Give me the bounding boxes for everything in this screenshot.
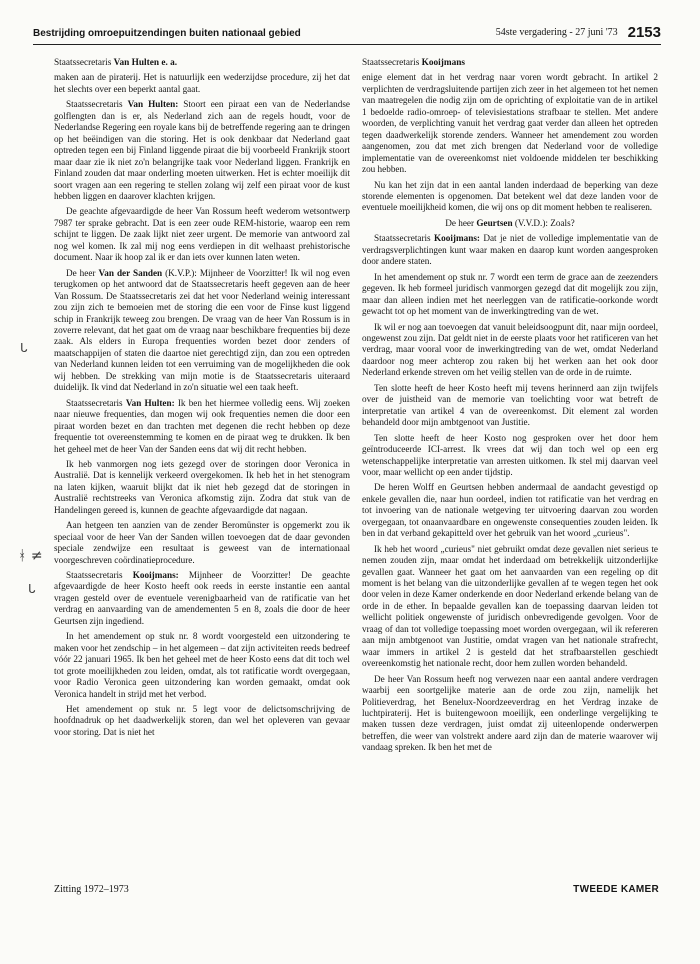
paragraph: enige element dat in het verdrag naar voren wordt gebracht. In artikel 2 verplichten de verdragsluitende partijen zich zeer in het algemeen tot het nemen van maatregelen die nodig zijn om de oprichting of exploitatie van de in artikel 1 bedoelde radio-omroep- of televisiestations strafbaar te stellen. Met andere woorden, de verplichting vanuit het verdrag gaat verder dan alleen het optreden tegen daadwerkelijk storende zenders. Wanneer het amendement zou worden aangenomen, zou dat met zich brengen dat Nederland voor de volledige implementatie van de overeenkomst niet voldoende middelen ter beschikking zou hebben.	[362, 72, 658, 175]
running-head-name: Kooijmans	[421, 58, 466, 68]
footer-session: Zitting 1972–1973	[54, 884, 129, 895]
running-head-name: Van Hulten e. a.	[113, 58, 178, 68]
running-head: Staatssecretaris Kooijmans	[362, 58, 466, 68]
speaker-name: Van Hulten:	[127, 99, 179, 110]
paragraph: maken aan de piraterij. Het is natuurlijk een wederzijdse procedure, zij het dat het slechts over een beperkt aantal gaat.	[54, 72, 350, 94]
running-head: Staatssecretaris Van Hulten e. a.	[54, 58, 178, 68]
paragraph: In het amendement op stuk nr. 7 wordt een term de grace aan de zeezenders gegeven. Ik heb formeel juridisch vanmorgen gezegd dat dit mogelijk zou zijn, maar dan alleen indien met het neerleggen van de ratificatie-oorkonde wordt gewacht tot op het moment van de inwerkingtreding van de wet.	[362, 271, 658, 317]
page-number: 2153	[627, 24, 661, 41]
paragraph: De geachte afgevaardigde de heer Van Rossum heeft wederom wetsontwerp 7987 ter sprake gebracht. Dat is een zeer oude REM-historie, waarop een rem schijnt te liggen. De zaak lijkt niet zeer urgent. De memorie van antwoord zal nog wel komen. Ik zal mij nog eens verdiepen in dit welhaast prehistorische document. Naar ik hoop zal ik er dan iets over kunnen laten weten.	[54, 206, 350, 263]
paragraph: De heer Van der Sanden (K.V.P.): Mijnheer de Voorzitter! Ik wil nog even terugkomen op het antwoord dat de Staatssecretaris heeft gegeven aan de heer Van Rossum. De Staatssecretaris zei dat het voor Nederland weinig interessant zou zijn zich te bemoeien met de storing die een voor de Finse kust liggend schip in Frankrijk teweeg zou brengen. De vraag van de heer Van Rossum is in zoverre relevant, dat het gaat om de vraag naar beschikbare frequenties bij deze zaak. Als elders in Europa frequenties worden bezet door zenders of maatschappijen of staten die daartoe niet gerechtigd zijn, dan zou een optreden van Nederland kunnen leiden tot een verruiming van de mogelijkheden die ook wij hebben. De strekking van mijn motie is de Staatssecretaris uiteraard duidelijk. Ik vind dat Nederland in zo'n situatie wel een taak heeft.	[54, 267, 350, 393]
paragraph: Staatssecretaris Van Hulten: Stoort een piraat een van de Nederlandse golflengten dan is er, als Nederland zich aan de regels houdt, voor de Nederlandse Regering een royale kans bij de betreffende regering aan te dringen op het beëindigen van die storing. Het is ook denkbaar dat Nederland gaat optreden tegen een bij Finland liggende piraat die bij voorbeeld Frankrijk stoort maar daar zie ik niet zo'n belangrijke taak voor Nederland liggen. Frankrijk en Finland zouden dat maar onderling moeten uitwerken. Het is echter moeilijk dit soort vragen aan een regering te stellen zolang wij zelf een piraat voor de kust hebben liggen en daarover klachten krijgen.	[54, 99, 350, 201]
paragraph: Ten slotte heeft de heer Kosto nog gesproken over het door hem geïntroduceerde ICI-arrest. Ik vrees dat wij dan toch wel op een erg wetenschappelijke interpretatie van arresten uitkomen. Ik stel mij daarvan veel voor, maar wellicht op een ander tijdstip.	[362, 432, 658, 477]
header-title: Bestrijding omroepuitzendingen buiten nationaal gebied	[33, 28, 301, 39]
speaker-name: Kooijmans:	[434, 233, 480, 244]
right-column	[362, 58, 658, 758]
paragraph: Staatssecretaris Kooijmans: Mijnheer de Voorzitter! De geachte afgevaardigde de heer Kosto heeft ook reeds in eerste instantie een aantal vragen gesteld over de eventuele verenigbaarheid van de ratificatie van het verdrag en aanvaarding van de amendementen 5 en 8, zoals die door de heer Geurtsen zijn ingediend.	[54, 570, 350, 626]
paragraph: Het amendement op stuk nr. 5 legt voor de delictsomschrijving de hoofdnadruk op het daadwerkelijk storen, dan wel het opleveren van gevaar voor storing. Dat is niet het	[54, 704, 350, 737]
footer-chamber: TWEEDE KAMER	[573, 884, 659, 895]
paragraph: Ik heb het woord „curieus" niet gebruikt omdat deze gevallen niet serieus te nemen zouden zijn, maar omdat het inderdaad om betrekkelijk uitzonderlijke gevallen gaat. Wanneer het gaat om het aanvaarden van een regeling op dit moment is het belang van die uitzonderlijke gevallen af te wegen tegen het ook door velen in deze Kamer onderkende en door Nederland erkende belang van de orde in de ether. In bepaalde gevallen kan de toepassing daarvan leiden tot wellicht politiek ongewenste of juridisch onbevredigende gevolgen. Voor de vraag of dan tot volledige toepassing moet worden overgegaan, wil ik refereren aan mijn ambtgenoot van Justitie, omdat vragen van het nationale strafrecht, waar immers in artikel 2 is gesteld dat het strafbaarstellen geschiedt overeenkomstig het nationale recht, door hem zullen worden behandeld.	[362, 543, 658, 669]
paragraph: In het amendement op stuk nr. 8 wordt voorgesteld een uitzondering te maken voor het zendschip – in het algemeen – dat zijn activiteiten reeds bedreef vóór 22 januari 1965. Ik ben het geheel met de heer Kosto eens dat dit toch wel tot grote moeilijkheden zou leiden, omdat, als tot ratificatie wordt overgegaan, voor Radio Veronica geen uitzondering kan worden gemaakt, omdat ook Veronica handelt in strijd met het verbod.	[54, 631, 350, 699]
paragraph: Nu kan het zijn dat in een aantal landen inderdaad de beperking van deze storende elementen is opgenomen. Dat betekent wel dat deze landen voor de eventuele moeilijkheid komen, die wij ons op dit moment hebben te realiseren.	[362, 179, 658, 213]
header-right	[496, 24, 661, 42]
paragraph: Staatssecretaris Kooijmans: Dat je niet de volledige implementatie van de verdragsverplichtingen kunt waar maken en daarop kunt worden aangesproken door andere staten.	[362, 233, 658, 267]
paragraph: Aan hetgeen ten aanzien van de zender Beromünster is opgemerkt zou ik speciaal voor de heer Van der Sanden willen toevoegen dat de daar gevonden speciale zendwijze een resultaat is geweest van de internationaal voorgeschreven coördinatieprocedure.	[54, 520, 350, 565]
paragraph: De heer Van Rossum heeft nog verwezen naar een aantal andere verdragen waarbij een soortgelijke materie aan de orde zou zijn, namelijk het Politieverdrag, het Benelux-Noordzeeverdrag en het Verdrag inzake de luchtpiraterij. Het is buitengewoon moeilijk, een onderlinge vergelijking te maken tussen deze verdragen, juist omdat zij uiteenlopende onderwerpen betreffen, die weer van volstrekt andere aard zijn dan de materie waarover wij vandaag spreken. Ik ben het met de	[362, 673, 658, 753]
margin-mark: ᚼ ≠	[18, 548, 43, 564]
margin-mark: ᒐ	[20, 341, 28, 355]
paragraph: De heer Geurtsen (V.V.D.): Zoals?	[445, 217, 575, 228]
speaker-name: Van Hulten:	[125, 397, 175, 408]
paragraph: Ik wil er nog aan toevoegen dat vanuit beleidsoogpunt dit, naar mijn oordeel, ongewenst zou zijn. Dat geldt niet in de eerste plaats voor het ratificeren van het verdrag, maar vooral voor de inwerkingtreding van de wet, omdat Nederland daardoor nog meer achterop zou raken bij het werken aan het ook door Nederland erkende streven om het veilig stellen van de orde in de ruimte.	[362, 321, 658, 378]
paragraph: De heren Wolff en Geurtsen hebben andermaal de aandacht gevestigd op enkele gevallen die, naar hun oordeel, indien tot ratificatie van het verdrag en tot invoering van de nationale wetgeving ter uitvoering daarvan zou worden overgegaan, tot onaanvaardbare en ongewenste consequenties zouden leiden. Ik ben in dat verband gekapitteld over het gebruik van het woord „curieus".	[362, 482, 658, 539]
speaker-name: Kooijmans:	[132, 570, 179, 581]
page-footer	[54, 884, 659, 898]
left-column	[54, 58, 350, 742]
margin-mark: ᒐ	[28, 582, 36, 596]
paragraph: Staatssecretaris Van Hulten: Ik ben het hiermee volledig eens. Wij zoeken naar nieuwe frequenties, dan mogen wij ook frequenties nemen die door een piraat worden bezet en dan trachten met degenen die recht hebben op deze frequentie tot overeenstemming te komen en de piraat weg te drukken. Ik ben het geheel met de heer Van der Sanden eens dat wij dit recht hebben.	[54, 397, 350, 454]
header-meeting: 54ste vergadering - 27 juni '73	[495, 27, 618, 38]
paragraph: Ten slotte heeft de heer Kosto heeft mij tevens herinnerd aan zijn twijfels over de juistheid van de memorie van toelichting voor wat betreft de interpretatie van artikel 4 van de overeenkomst. Dit element zal worden behandeld door mijn ambtgenoot van Justitie.	[362, 382, 658, 428]
speaker-name: Geurtsen	[476, 217, 513, 228]
speaker-name: Van der Sanden	[98, 267, 163, 278]
paragraph: Ik heb vanmorgen nog iets gezegd over de storingen door Veronica in Australië. Dat is kennelijk verkeerd overgekomen. Ik heb het in het stenogram na laten kijken, waaruit blijkt dat ik niet heb gezegd dat de storingen in Australië rechtstreeks van Veronica afkomstig zijn. Zodra dat stuk van de Handelingen gereed is, kunnen de geachte afgevaardigde dat nagaan.	[54, 458, 350, 515]
page-header	[33, 24, 661, 45]
